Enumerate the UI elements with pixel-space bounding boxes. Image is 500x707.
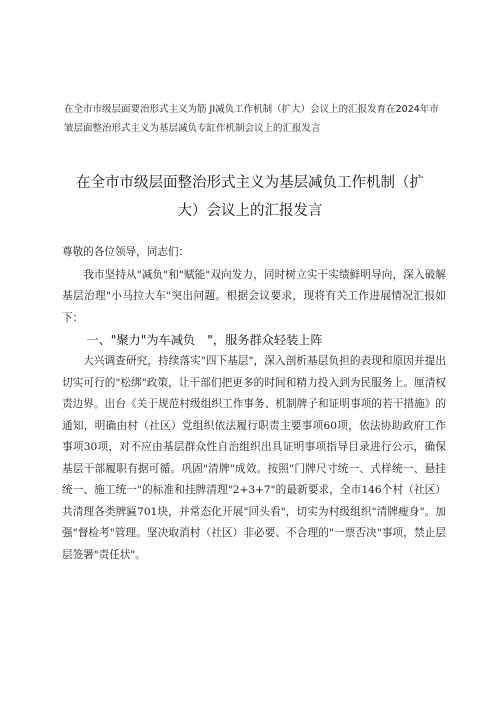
document-title: 在全市市级层面整治形式主义为基层减负工作机制（扩大）会议上的汇报发言 <box>76 175 424 219</box>
greeting-paragraph: 尊敬的各位领导，同志们： <box>62 246 190 258</box>
section-heading: 一、"聚力"为车减负 "，服务群众轻装上阵 <box>86 333 323 347</box>
document-body <box>62 242 446 566</box>
document-header: 在全市市级层面要治形式主义为筋 JI减负工作机制（扩大）会议上的汇报发育在2024年市皱层面整治形式主义为基层减负专缸作机制会议上的汇报发言 <box>64 104 439 134</box>
section-paragraph: 大兴调查研究，持续落实"四下基层"，深入剖析基层负担的表现和原因并提出切实可行的"松绑"政策，让干部们把更多的时间和精力投入到为民服务上。厘清权责边界。出台《关于规范村级组织工作事务、机制牌子和证明事项的若干措施》的通知，明确由村（社区）党组织依法履行职责主要事项60项，依法协助政府工作事项30项，对不应由基层群众性自治组织出具证明事项指导目录进行公示，确保基层干部履职有据可循。巩固"清牌"成效。按照"门牌尺寸统一、式样统一、悬挂统一、施工统一"的标准和挂牌清理"2+3+7"的最新要求，全市146个村（社区）共清理各类牌匾701块，并常态化开展"回头看"，切实为村级组织"清牌瘦身"。加强"督检考"管理。坚决取消村（社区）非必要、不合理的"一票否决"事项，禁止层层签署"责任状"。 <box>62 355 446 561</box>
intro-paragraph: 我市坚持从"减负"和"赋能"双向发力，同时树立实干实绩鲜明导向，深入破解基层治理"小马拉大车"突出问题。根据会议要求，现将有关工作进展情况汇报如下： <box>62 268 446 324</box>
